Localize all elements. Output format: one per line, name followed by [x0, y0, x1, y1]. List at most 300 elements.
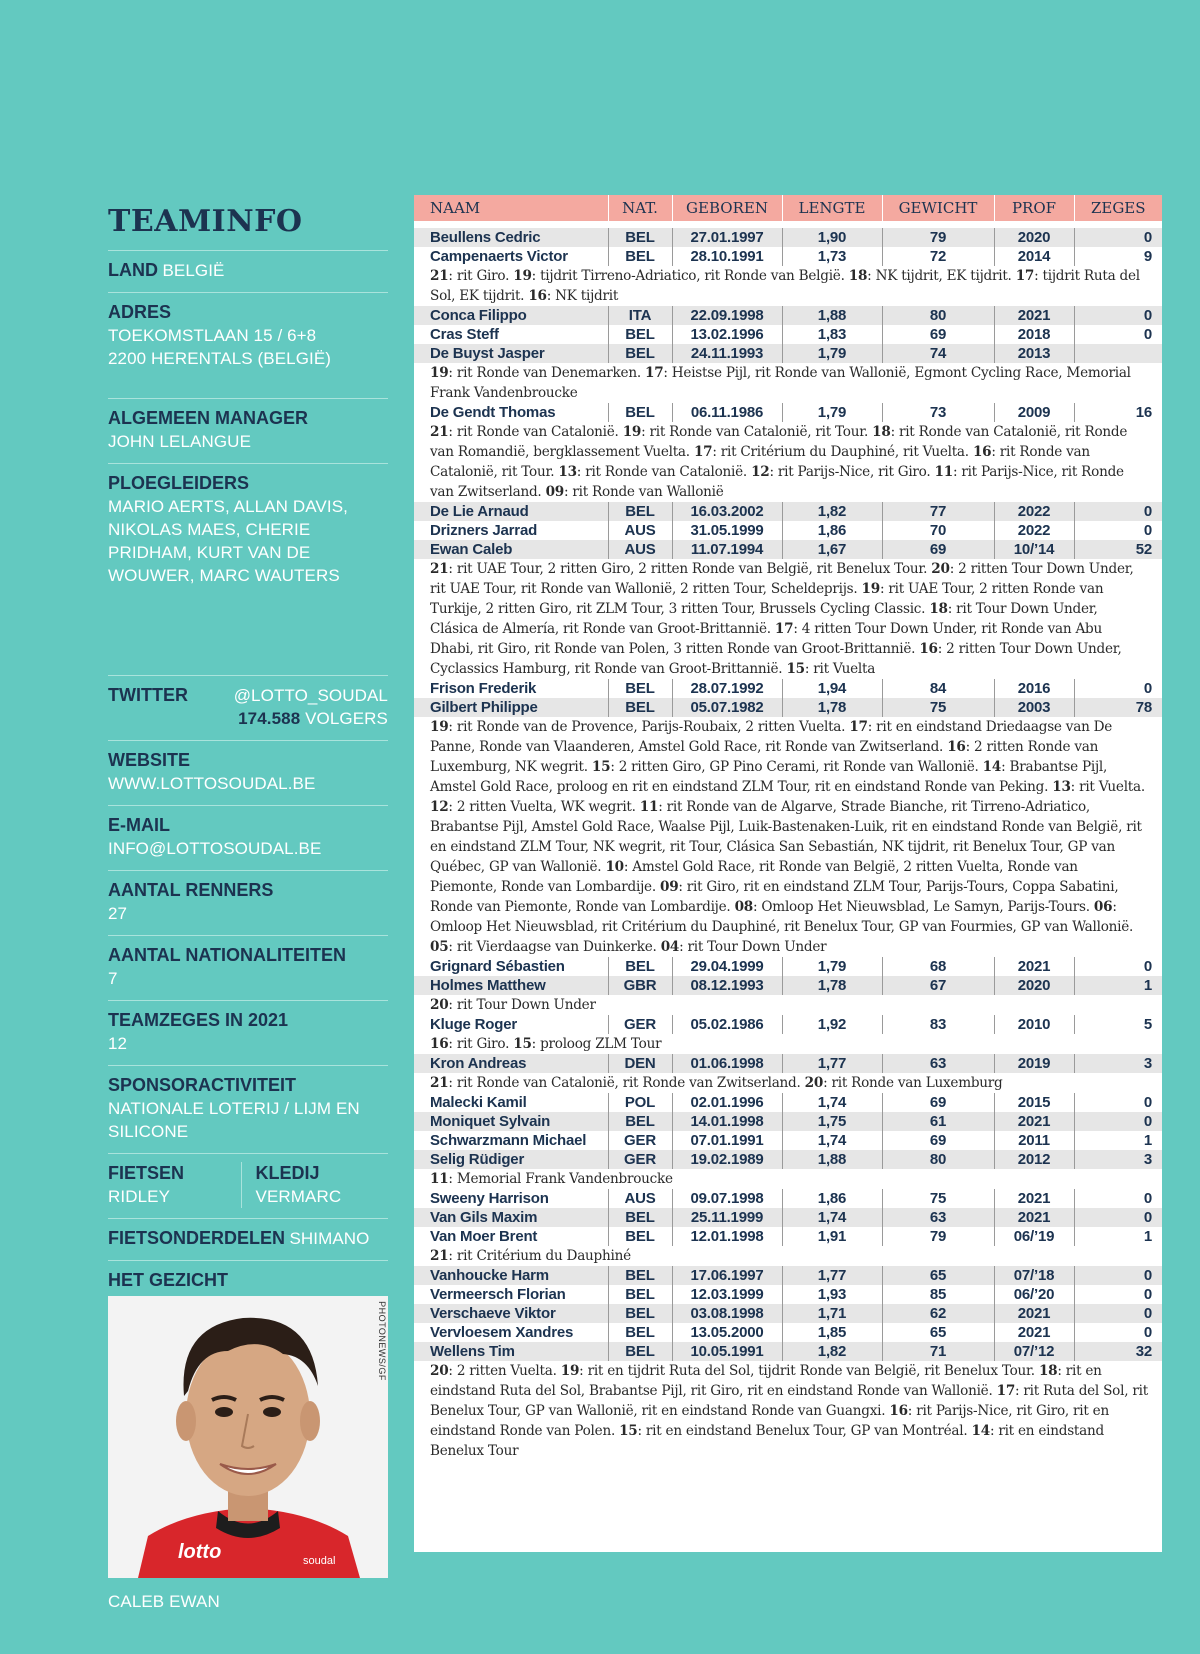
palmares-note-row — [414, 1246, 1162, 1266]
col-geboren: GEBOREN — [672, 195, 782, 221]
rider-nationality: BEL — [608, 228, 672, 247]
rider-prof-year: 2010 — [994, 1015, 1074, 1034]
rider-nationality: AUS — [608, 540, 672, 559]
rider-prof-year: 2016 — [994, 679, 1074, 698]
rider-nationality: BEL — [608, 1227, 672, 1246]
rider-length: 1,79 — [782, 957, 882, 976]
rider-name: Holmes Matthew — [414, 976, 608, 995]
rider-nationality: GBR — [608, 976, 672, 995]
rider-weight: 75 — [882, 698, 994, 717]
rider-name: Vervloesem Xandres — [430, 1324, 574, 1341]
rider-length: 1,91 — [782, 1227, 882, 1246]
rider-prof-year: 2022 — [994, 521, 1074, 540]
rider-weight: 73 — [882, 403, 994, 422]
rider-length: 1,74 — [782, 1208, 882, 1227]
table-row — [414, 1323, 1162, 1342]
rider-nationality: POL — [608, 1093, 672, 1112]
palmares-note: 21: rit Ronde van Catalonië, rit Ronde van Zwitserland. 20: rit Ronde van Luxemburg — [430, 1075, 1003, 1091]
rider-nationality: GER — [608, 1150, 672, 1169]
rider-length: 1,79 — [782, 344, 882, 363]
photo-credit: PHOTONEWS/GF — [377, 1301, 388, 1381]
rider-length: 1,71 — [782, 1304, 882, 1323]
col-naam: NAAM — [414, 195, 608, 221]
rider-wins: 1 — [1074, 1131, 1162, 1150]
rider-wins: 0 — [1074, 521, 1162, 540]
rider-prof-year: 2012 — [994, 1150, 1074, 1169]
adres-section — [108, 292, 388, 398]
adres-label: ADRES — [108, 302, 172, 322]
rider-nationality: BEL — [608, 1342, 672, 1361]
rider-nationality: BEL — [608, 247, 672, 266]
palmares-note-row — [414, 559, 1162, 679]
palmares-note-row — [414, 422, 1162, 502]
palmares-note-row — [414, 363, 1162, 403]
rider-birthdate: 31.05.1999 — [672, 521, 782, 540]
rider-length: 1,67 — [782, 540, 882, 559]
teamzeges-label: TEAMZEGES IN 2021 — [108, 1010, 289, 1030]
svg-text:soudal: soudal — [303, 1555, 336, 1567]
table-row — [414, 1208, 1162, 1227]
rider-weight: 74 — [882, 344, 994, 363]
table-row — [414, 502, 1162, 521]
sponsor-section — [108, 1065, 388, 1153]
rider-wins: 0 — [1074, 1208, 1162, 1227]
table-row — [414, 1150, 1162, 1169]
gezicht-section — [108, 1260, 388, 1578]
rider-nationality: BEL — [608, 344, 672, 363]
rider-nationality: BEL — [608, 403, 672, 422]
rider-name: De Gendt Thomas — [430, 404, 556, 421]
table-row — [414, 957, 1162, 976]
rider-length: 1,82 — [782, 1342, 882, 1361]
rider-birthdate: 25.11.1999 — [672, 1208, 782, 1227]
rider-name: Cras Steff — [430, 326, 499, 343]
col-lengte: LENGTE — [782, 195, 882, 221]
rider-prof-year: 2003 — [994, 698, 1074, 717]
rider-name: Grignard Sébastien — [430, 958, 565, 975]
palmares-note: 20: rit Tour Down Under — [430, 997, 596, 1013]
renners-value: 27 — [108, 904, 128, 923]
onderdelen-value: SHIMANO — [289, 1229, 370, 1248]
teamzeges-section — [108, 1000, 388, 1065]
manager-label: ALGEMEEN MANAGER — [108, 408, 309, 428]
rider-nationality: BEL — [608, 1285, 672, 1304]
rider-portrait-image — [108, 1296, 388, 1578]
rider-weight: 77 — [882, 502, 994, 521]
rider-name: Kluge Roger — [430, 1016, 517, 1033]
rider-weight: 79 — [882, 228, 994, 247]
rider-nationality: BEL — [608, 698, 672, 717]
nationaliteiten-value: 7 — [108, 969, 118, 988]
sponsor-value: NATIONALE LOTERIJ / LIJM EN SILICONE — [108, 1099, 360, 1141]
rider-birthdate: 05.07.1982 — [672, 698, 782, 717]
rider-name: Campenaerts Victor — [430, 248, 568, 265]
rider-nationality: GER — [608, 1131, 672, 1150]
rider-name: Frison Frederik — [430, 680, 537, 697]
rider-weight: 69 — [882, 1093, 994, 1112]
rider-prof-year: 2011 — [994, 1131, 1074, 1150]
land-section — [108, 250, 388, 292]
rider-length: 1,79 — [782, 403, 882, 422]
rider-prof-year: 2021 — [994, 1112, 1074, 1131]
rider-prof-year: 2021 — [994, 1189, 1074, 1208]
rider-length: 1,85 — [782, 1323, 882, 1342]
rider-weight: 69 — [882, 1131, 994, 1150]
rider-name: Beullens Cedric — [414, 228, 608, 247]
rider-length: 1,73 — [782, 247, 882, 266]
rider-prof-year: 2021 — [994, 1323, 1074, 1342]
rider-length: 1,94 — [782, 679, 882, 698]
rider-birthdate: 14.01.1998 — [672, 1112, 782, 1131]
table-row — [414, 1093, 1162, 1112]
rider-length: 1,88 — [782, 1150, 882, 1169]
rider-weight: 70 — [882, 521, 994, 540]
rider-wins: 0 — [1074, 957, 1162, 976]
rider-nationality: DEN — [608, 1054, 672, 1073]
manager-section — [108, 398, 388, 463]
rider-length: 1,77 — [782, 1054, 882, 1073]
rider-name: Schwarzmann Michael — [430, 1132, 587, 1149]
rider-weight: 80 — [882, 1150, 994, 1169]
rider-birthdate: 11.07.1994 — [672, 540, 782, 559]
email-section — [108, 805, 388, 870]
rider-name: Vermeersch Florian — [430, 1286, 566, 1303]
table-row — [414, 1112, 1162, 1131]
rider-length: 1,78 — [782, 976, 882, 995]
onderdelen-section — [108, 1218, 388, 1260]
palmares-note: 21: rit Giro. 19: tijdrit Tirreno-Adriatico, rit Ronde van België. 18: NK tijdrit, EK tijdrit. 17: tijdrit Ruta del Sol, EK tijdrit. 16: NK tijdrit — [430, 268, 1140, 304]
rider-nationality: BEL — [608, 957, 672, 976]
table-row — [414, 306, 1162, 325]
rider-birthdate: 12.01.1998 — [672, 1227, 782, 1246]
nationaliteiten-label: AANTAL NATIONALITEITEN — [108, 945, 346, 965]
teaminfo-title: TEAMINFO — [108, 204, 303, 239]
twitter-handle[interactable]: @LOTTO_SOUDAL — [233, 686, 388, 705]
rider-birthdate: 12.03.1999 — [672, 1285, 782, 1304]
rider-birthdate: 01.06.1998 — [672, 1054, 782, 1073]
rider-wins: 3 — [1074, 1150, 1162, 1169]
rider-prof-year: 10/’14 — [994, 540, 1074, 559]
rider-prof-year: 2021 — [994, 1304, 1074, 1323]
palmares-note: 21: rit Ronde van Catalonië. 19: rit Ronde van Catalonië, rit Tour. 18: rit Ronde van Catalonië, rit Ronde van Romandië, bergklassement Vuelta. 17: rit Critérium du Dauphiné, rit Vuelta. 16: rit Ronde van Catalonië, rit Tour. 13: rit Ronde van Catalonië. 12: rit Parijs-Nice, rit Giro. 11: rit Parijs-Nice, rit Ronde van Zwitserland. 09: rit Ronde van Wallonië — [430, 424, 1128, 500]
rider-weight: 62 — [882, 1304, 994, 1323]
rider-prof-year: 2014 — [994, 247, 1074, 266]
rider-name: Ewan Caleb — [414, 540, 608, 559]
palmares-note: 11: Memorial Frank Vandenbroucke — [430, 1171, 673, 1187]
rider-length: 1,78 — [782, 698, 882, 717]
rider-prof-year: 07/’12 — [994, 1342, 1074, 1361]
rider-name: Gilbert Philippe — [414, 698, 608, 717]
rider-birthdate: 24.11.1993 — [672, 344, 782, 363]
palmares-note: 19: rit Ronde van Denemarken. 17: Heistse Pijl, rit Ronde van Wallonië, Egmont Cycling Race, Memorial Frank Vandenbroucke — [430, 365, 1131, 401]
rider-wins: 5 — [1074, 1015, 1162, 1034]
kledij-label: KLEDIJ — [255, 1163, 320, 1183]
rider-prof-year: 2009 — [994, 403, 1074, 422]
rider-wins — [1074, 344, 1162, 363]
rider-birthdate: 05.02.1986 — [672, 1015, 782, 1034]
table-row — [414, 521, 1162, 540]
rider-length: 1,82 — [782, 502, 882, 521]
rider-name: Selig Rüdiger — [414, 1150, 608, 1169]
rider-wins: 9 — [1074, 247, 1162, 266]
table-row — [414, 1054, 1162, 1073]
table-row — [414, 1227, 1162, 1246]
rider-nationality: GER — [608, 1015, 672, 1034]
table-row — [414, 344, 1162, 363]
rider-weight: 75 — [882, 1189, 994, 1208]
palmares-note-row — [414, 1073, 1162, 1093]
equipment-section — [108, 1153, 388, 1218]
twitter-section — [108, 675, 388, 740]
rider-weight: 71 — [882, 1342, 994, 1361]
rider-name: De Buyst Jasper — [414, 344, 608, 363]
rider-wins: 3 — [1074, 1054, 1162, 1073]
svg-text:lotto: lotto — [178, 1541, 222, 1563]
adres-line2: 2200 HERENTALS (BELGIË) — [108, 349, 332, 368]
website-label: WEBSITE — [108, 750, 191, 770]
palmares-note-row — [414, 717, 1162, 957]
ploegleiders-section — [108, 463, 388, 675]
rider-length: 1,74 — [782, 1131, 882, 1150]
renners-section — [108, 870, 388, 935]
rider-birthdate: 22.09.1998 — [672, 306, 782, 325]
teamzeges-value: 12 — [108, 1034, 128, 1053]
rider-wins: 32 — [1074, 1342, 1162, 1361]
rider-name: De Lie Arnaud — [414, 502, 608, 521]
rider-table-panel — [414, 195, 1162, 1552]
rider-prof-year: 2020 — [994, 228, 1074, 247]
palmares-note-row — [414, 266, 1162, 306]
email-label: E-MAIL — [108, 815, 170, 835]
rider-name: Wellens Tim — [414, 1342, 608, 1361]
rider-length: 1,88 — [782, 306, 882, 325]
rider-length: 1,86 — [782, 1189, 882, 1208]
rider-wins: 0 — [1074, 679, 1162, 698]
rider-weight: 69 — [882, 540, 994, 559]
rider-birthdate: 07.01.1991 — [672, 1131, 782, 1150]
rider-name: Conca Filippo — [414, 306, 608, 325]
rider-wins: 0 — [1074, 1189, 1162, 1208]
rider-birthdate: 02.01.1996 — [672, 1093, 782, 1112]
rider-birthdate: 09.07.1998 — [672, 1189, 782, 1208]
table-row — [414, 1285, 1162, 1304]
table-row — [414, 976, 1162, 995]
rider-length: 1,93 — [782, 1285, 882, 1304]
rider-wins: 0 — [1074, 325, 1162, 344]
ploegleiders-label: PLOEGLEIDERS — [108, 473, 250, 493]
ploegleiders-value: MARIO AERTS, ALLAN DAVIS, NIKOLAS MAES, CHERIE PRIDHAM, KURT VAN DE WOUWER, MARC WAUTERS — [108, 497, 348, 585]
rider-birthdate: 17.06.1997 — [672, 1266, 782, 1285]
rider-prof-year: 2015 — [994, 1093, 1074, 1112]
rider-nationality: AUS — [608, 521, 672, 540]
rider-length: 1,92 — [782, 1015, 882, 1034]
rider-birthdate: 19.02.1989 — [672, 1150, 782, 1169]
table-row — [414, 1266, 1162, 1285]
col-nat: NAT. — [608, 195, 672, 221]
rider-birthdate: 13.02.1996 — [672, 325, 782, 344]
rider-weight: 63 — [882, 1054, 994, 1073]
rider-weight: 72 — [882, 247, 994, 266]
rider-weight: 80 — [882, 306, 994, 325]
rider-prof-year: 2021 — [994, 957, 1074, 976]
col-gewicht: GEWICHT — [882, 195, 994, 221]
rider-nationality: BEL — [608, 1266, 672, 1285]
rider-birthdate: 06.11.1986 — [672, 403, 782, 422]
rider-nationality: AUS — [608, 1189, 672, 1208]
table-body — [414, 221, 1162, 1461]
table-row — [414, 325, 1162, 344]
kledij-value: VERMARC — [255, 1187, 342, 1206]
rider-weight: 85 — [882, 1285, 994, 1304]
land-label: LAND — [108, 260, 158, 280]
rider-nationality: BEL — [608, 679, 672, 698]
rider-birthdate: 16.03.2002 — [672, 502, 782, 521]
rider-length: 1,77 — [782, 1266, 882, 1285]
rider-wins: 78 — [1074, 698, 1162, 717]
table-row — [414, 540, 1162, 559]
palmares-note: 21: rit UAE Tour, 2 ritten Giro, 2 ritten Ronde van België, rit Benelux Tour. 20: 2 ritten Tour Down Under, rit UAE Tour, rit Ronde van Wallonië, 2 ritten Tour, Scheldeprijs. 19: rit UAE Tour, 2 ritten Ronde van Turkije, 2 ritten Giro, rit ZLM Tour, 3 ritten Tour, Brussels Cycling Classic. 18: rit Tour Down Under, Clásica de Almería, rit Ronde van Groot-Brittannië. 17: 4 ritten Tour Down Under, rit Ronde van Abu Dhabi, rit Giro, rit Ronde van Polen, 3 ritten Ronde van Groot-Brittannië. 16: 2 ritten Tour Down Under, Cyclassics Hamburg, rit Ronde van Groot-Brittannië. 15: rit Vuelta — [430, 561, 1134, 677]
rider-prof-year: 2021 — [994, 306, 1074, 325]
table-row — [414, 1189, 1162, 1208]
rider-length: 1,86 — [782, 521, 882, 540]
rider-nationality: BEL — [608, 325, 672, 344]
rider-nationality: BEL — [608, 1112, 672, 1131]
rider-name: Van Gils Maxim — [414, 1208, 608, 1227]
rider-nationality: BEL — [608, 1208, 672, 1227]
col-prof: PROF — [994, 195, 1074, 221]
rider-name: Sweeny Harrison — [430, 1190, 549, 1207]
rider-weight: 61 — [882, 1112, 994, 1131]
rider-prof-year: 2018 — [994, 325, 1074, 344]
rider-wins: 0 — [1074, 306, 1162, 325]
rider-birthdate: 27.01.1997 — [672, 228, 782, 247]
sponsor-label: SPONSORACTIVITEIT — [108, 1075, 297, 1095]
rider-nationality: BEL — [608, 502, 672, 521]
email-link[interactable]: INFO@LOTTOSOUDAL.BE — [108, 839, 322, 858]
twitter-followers-count: 174.588 — [238, 709, 301, 728]
rider-name: Van Moer Brent — [430, 1228, 538, 1245]
rider-wins: 0 — [1074, 1112, 1162, 1131]
palmares-note: 16: rit Giro. 15: proloog ZLM Tour — [430, 1036, 662, 1052]
gezicht-label: HET GEZICHT — [108, 1270, 228, 1290]
photo-caption: CALEB EWAN — [108, 1592, 220, 1611]
renners-label: AANTAL RENNERS — [108, 880, 274, 900]
rider-name: Kron Andreas — [414, 1054, 608, 1073]
website-section — [108, 740, 388, 805]
palmares-note-row — [414, 1169, 1162, 1189]
col-zeges: ZEGES — [1074, 195, 1162, 221]
rider-prof-year: 2021 — [994, 1208, 1074, 1227]
table-row — [414, 403, 1162, 422]
rider-length: 1,83 — [782, 325, 882, 344]
rider-nationality: ITA — [608, 306, 672, 325]
rider-prof-year: 06/’20 — [994, 1285, 1074, 1304]
rider-table — [414, 195, 1162, 1461]
rider-name: Moniquet Sylvain — [414, 1112, 608, 1131]
palmares-note: 19: rit Ronde van de Provence, Parijs-Roubaix, 2 ritten Vuelta. 17: rit en eindstand Driedaagse van De Panne, Ronde van Vlaanderen, Amstel Gold Race, rit Ronde van Zwitserland. 16: 2 ritten Ronde van Luxemburg, NK wegrit. 15: 2 ritten Giro, GP Pino Cerami, rit Ronde van Wallonië. 14: Brabantse Pijl, Amstel Gold Race, proloog en rit en eindstand ZLM Tour, rit en eindstand Ronde van Peking. 13: rit Vuelta. 12: 2 ritten Vuelta, WK wegrit. 11: rit Ronde van de Algarve, Strade Bianche, rit Tirreno-Adriatico, Brabantse Pijl, Amstel Gold Race, Waalse Pijl, Luik-Bastenaken-Luik, rit en eindstand Ronde van België, rit en eindstand ZLM Tour, NK wegrit, rit Tour, Clásica San Sebastián, NK tijdrit, rit Benelux Tour, GP van Québec, GP van Wallonië. 10: Amstel Gold Race, rit Ronde van België, 2 ritten Vuelta, Ronde van Piemonte, Ronde van Lombardije. 09: rit Giro, rit en eindstand ZLM Tour, Parijs-Tours, Coppa Sabatini, Ronde van Piemonte, Ronde van Lombardije. 08: Omloop Het Nieuwsblad, Le Samyn, Parijs-Tours. 06: Omloop Het Nieuwsblad, rit Critérium du Dauphiné, rit Benelux Tour, GP van Fourmies, GP van Wallonië. 05: rit Vierdaagse van Duinkerke. 04: rit Tour Down Under — [430, 719, 1145, 955]
rider-birthdate: 08.12.1993 — [672, 976, 782, 995]
rider-weight: 65 — [882, 1266, 994, 1285]
rider-wins: 1 — [1074, 976, 1162, 995]
rider-weight: 68 — [882, 957, 994, 976]
rider-length: 1,75 — [782, 1112, 882, 1131]
rider-prof-year: 06/’19 — [994, 1227, 1074, 1246]
palmares-note-row — [414, 1361, 1162, 1461]
twitter-followers-label: VOLGERS — [305, 709, 388, 728]
rider-weight: 83 — [882, 1015, 994, 1034]
rider-weight: 79 — [882, 1227, 994, 1246]
twitter-label: TWITTER — [108, 685, 188, 705]
onderdelen-label: FIETSONDERDELEN — [108, 1228, 286, 1248]
rider-weight: 63 — [882, 1208, 994, 1227]
rider-nationality: BEL — [608, 1304, 672, 1323]
portrait-illustration — [108, 1296, 388, 1578]
fietsen-value: RIDLEY — [108, 1187, 171, 1206]
rider-wins: 0 — [1074, 228, 1162, 247]
rider-birthdate: 13.05.2000 — [672, 1323, 782, 1342]
land-value: BELGIË — [162, 261, 225, 280]
rider-length: 1,74 — [782, 1093, 882, 1112]
fietsen-label: FIETSEN — [108, 1163, 185, 1183]
rider-length: 1,90 — [782, 228, 882, 247]
rider-birthdate: 28.07.1992 — [672, 679, 782, 698]
rider-birthdate: 28.10.1991 — [672, 247, 782, 266]
rider-wins: 0 — [1074, 1323, 1162, 1342]
rider-wins: 0 — [1074, 502, 1162, 521]
rider-prof-year: 2013 — [994, 344, 1074, 363]
rider-name: Verschaeve Viktor — [414, 1304, 608, 1323]
website-link[interactable]: WWW.LOTTOSOUDAL.BE — [108, 774, 316, 793]
adres-line1: TOEKOMSTLAAN 15 / 6+8 — [108, 326, 317, 345]
table-row — [414, 247, 1162, 266]
rider-birthdate: 03.08.1998 — [672, 1304, 782, 1323]
rider-weight: 69 — [882, 325, 994, 344]
palmares-note-row — [414, 995, 1162, 1015]
rider-prof-year: 2022 — [994, 502, 1074, 521]
rider-wins: 52 — [1074, 540, 1162, 559]
palmares-note: 20: 2 ritten Vuelta. 19: rit en tijdrit Ruta del Sol, tijdrit Ronde van België, rit Benelux Tour. 18: rit en eindstand Ruta del Sol, Brabantse Pijl, rit Giro, rit en eindstand Ronde van Wallonië. 17: rit Ruta del Sol, rit Benelux Tour, GP van Wallonië, rit en eindstand Ronde van Guangxi. 16: rit Parijs-Nice, rit Giro, rit en eindstand Ronde van Polen. 15: rit en eindstand Benelux Tour, GP van Montréal. 14: rit en eindstand Benelux Tour — [430, 1363, 1148, 1459]
rider-nationality: BEL — [608, 1323, 672, 1342]
table-header-row — [414, 195, 1162, 221]
table-row — [414, 679, 1162, 698]
table-row — [414, 1015, 1162, 1034]
manager-value: JOHN LELANGUE — [108, 432, 252, 451]
rider-wins: 0 — [1074, 1304, 1162, 1323]
rider-name: Drizners Jarrad — [430, 522, 538, 539]
rider-prof-year: 2020 — [994, 976, 1074, 995]
rider-weight: 84 — [882, 679, 994, 698]
palmares-note-row — [414, 1034, 1162, 1054]
rider-weight: 67 — [882, 976, 994, 995]
rider-prof-year: 2019 — [994, 1054, 1074, 1073]
teaminfo-column — [108, 200, 388, 1613]
rider-name: Vanhoucke Harm — [414, 1266, 608, 1285]
rider-weight: 65 — [882, 1323, 994, 1342]
table-row — [414, 1131, 1162, 1150]
rider-wins: 0 — [1074, 1093, 1162, 1112]
rider-wins: 0 — [1074, 1266, 1162, 1285]
rider-birthdate: 10.05.1991 — [672, 1342, 782, 1361]
table-row — [414, 698, 1162, 717]
rider-wins: 0 — [1074, 1285, 1162, 1304]
rider-prof-year: 07/’18 — [994, 1266, 1074, 1285]
nationaliteiten-section — [108, 935, 388, 1000]
palmares-note: 21: rit Critérium du Dauphiné — [430, 1248, 631, 1264]
rider-wins: 16 — [1074, 403, 1162, 422]
rider-birthdate: 29.04.1999 — [672, 957, 782, 976]
table-row — [414, 1304, 1162, 1323]
table-row — [414, 228, 1162, 247]
